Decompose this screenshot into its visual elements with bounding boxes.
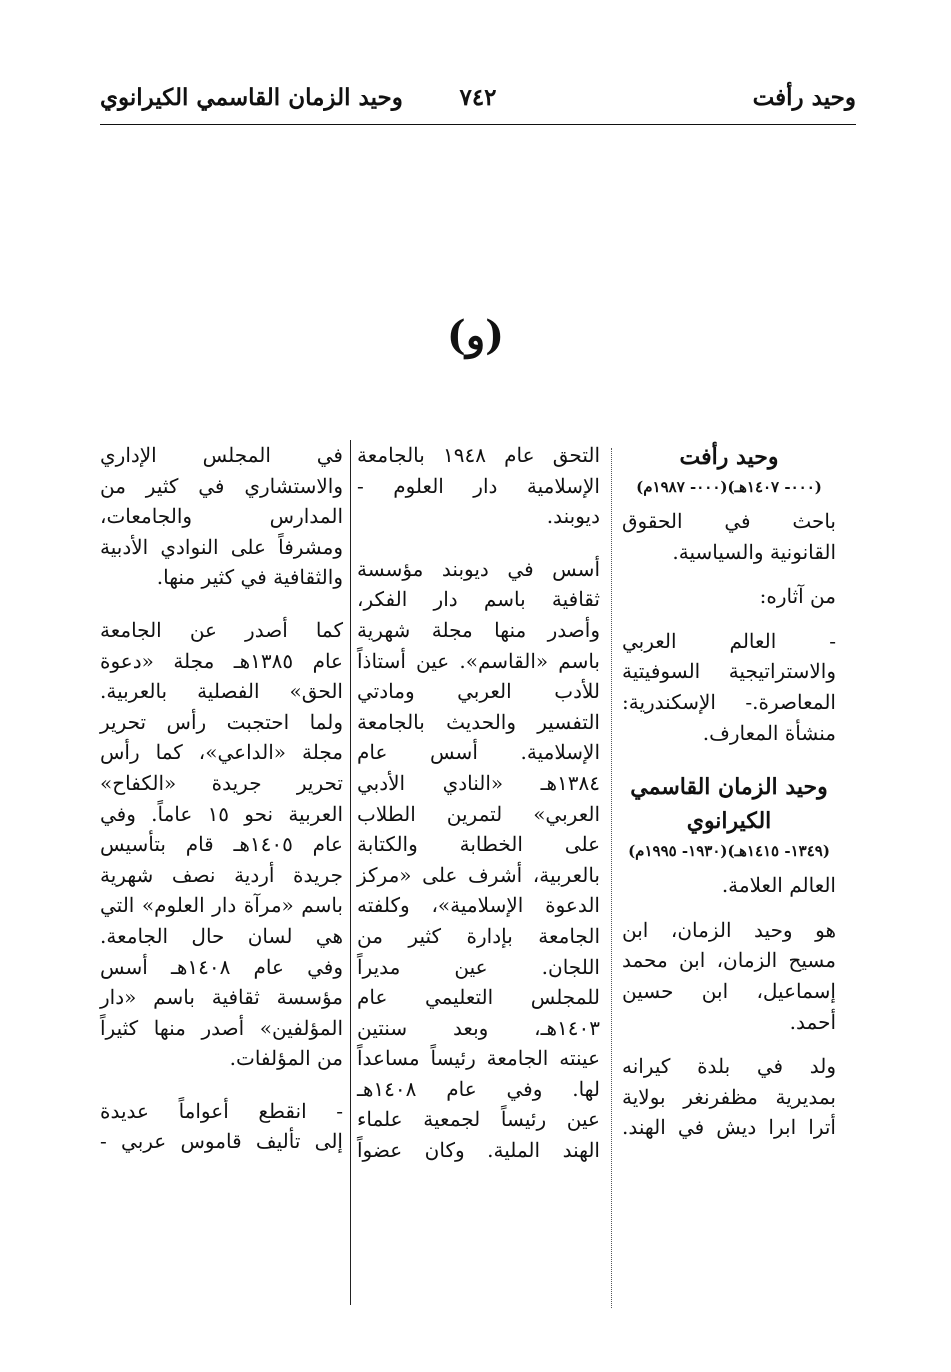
text-line: عينته الجامعة رئيساً مساعداً xyxy=(357,1046,600,1071)
text-line: التحق عام ١٩٤٨ بالجامعة xyxy=(357,443,600,467)
text-line: جريدة أردية نصف شهرية xyxy=(100,862,343,887)
text-line: باسم «القاسم». عين أستاذاً xyxy=(357,648,600,673)
text-line: الإسلامية دار العلوم - xyxy=(357,473,600,498)
text-line: مسيح الزمان، ابن محمد xyxy=(622,948,836,973)
text-line: أترا ابرا ديش في الهند. xyxy=(622,1115,836,1140)
entry-title: وحيد الزمان القاسمي xyxy=(630,774,828,801)
header-rule xyxy=(100,124,856,125)
text-line: ثقافية باسم دار الفكر، xyxy=(357,587,600,612)
works-label: من آثاره: xyxy=(759,584,836,609)
text-line: العربي» لتمرين الطلاب xyxy=(357,801,600,826)
text-line: بمديرية مظفرنغر بولاية xyxy=(622,1084,836,1109)
text-line: والاستراتيجية السوفيتية xyxy=(622,659,836,684)
entry-dates: (٠٠٠- ١٤٠٧هـ)(٠٠٠- ١٩٨٧م) xyxy=(636,478,822,496)
text-line: اللجان. عين مديراً xyxy=(357,954,600,979)
header-first-entry: وحيد رأفت xyxy=(752,84,856,111)
text-line: عام ١٤٠٥هـ قام بتأسيس xyxy=(100,832,343,857)
text-line: للأدب العربي ومادتي xyxy=(357,679,600,704)
text-line: الجامعة بإدارة كثير من xyxy=(357,923,600,948)
text-line: تحرير جريدة «الكفاح» xyxy=(100,770,343,795)
text-line: القانونية والسياسية. xyxy=(672,539,836,564)
entry-title: وحيد رأفت xyxy=(679,444,779,470)
text-line: إلى تأليف قاموس عربي - xyxy=(100,1129,343,1154)
page-number: ٧٤٢ xyxy=(459,84,497,111)
column-middle xyxy=(357,440,600,1166)
text-line: - العالم العربي xyxy=(622,628,836,653)
text-line: وأصدر منها مجلة شهرية xyxy=(357,617,600,642)
text-line: باحث في الحقوق xyxy=(622,509,836,533)
text-line: في المجلس الإداري xyxy=(100,443,343,467)
text-line: من المؤلفات. xyxy=(229,1046,343,1071)
text-line: التفسير والحديث بالجامعة xyxy=(357,709,600,734)
column-divider-left xyxy=(350,440,351,1305)
text-line: أحمد. xyxy=(789,1009,836,1034)
text-line: الدعوة الإسلامية»، وكلفته xyxy=(357,893,600,918)
text-line: مؤسسة ثقافية باسم «دار xyxy=(100,985,343,1010)
text-line: على الخطابة والكتابة xyxy=(357,832,600,857)
running-head xyxy=(100,78,856,122)
text-line: ديوبند. xyxy=(546,504,600,529)
text-line: عام ١٣٨٥هـ مجلة «دعوة xyxy=(100,648,343,673)
text-line: ١٣٨٤هـ «النادي الأدبي xyxy=(357,770,600,795)
text-line: المعاصرة.- الإسكندرية: xyxy=(622,689,836,714)
text-line: وفي عام ١٤٠٨هـ أسس xyxy=(100,954,343,979)
text-line: ولد في بلدة كيرانه xyxy=(622,1054,836,1079)
entry-role: العالم العلامة. xyxy=(721,873,836,898)
text-line: ١٤٠٣هـ، وبعد سنتين xyxy=(357,1015,600,1040)
text-line: الحق» الفصلية بالعربية. xyxy=(100,679,343,704)
text-line: بالعربية، أشرف على «مركز xyxy=(357,862,600,887)
text-line: العربية نحو ١٥ عاماً. وفي xyxy=(100,801,343,826)
entry-dates: (١٣٤٩- ١٤١٥هـ)(١٩٣٠- ١٩٩٥م) xyxy=(628,842,830,861)
text-line: ولما احتجبت رأس تحرير xyxy=(100,709,343,734)
text-line: المؤلفين» أصدر منها كثيراً xyxy=(100,1015,343,1040)
text-line: ومشرفاً على النوادي الأدبية xyxy=(100,534,343,559)
text-line: والاستشاري في كثير من xyxy=(100,473,343,498)
text-line: مجلة «الداعي»، كما رأس xyxy=(100,740,343,765)
text-line: - انقطع أعواماً عديدة xyxy=(100,1098,343,1123)
text-line: المدارس والجامعات، xyxy=(100,504,343,529)
text-line: باسم «مرآة دار العلوم» التي xyxy=(100,893,343,918)
column-divider-right xyxy=(611,448,612,1308)
text-line: عين رئيساً لجمعية علماء xyxy=(357,1107,600,1132)
text-line: لها. وفي عام ١٤٠٨هـ xyxy=(357,1076,600,1101)
column-left xyxy=(100,440,343,1157)
text-line: إسماعيل، ابن حسين xyxy=(622,978,836,1003)
entry-title: الكيرانوي xyxy=(686,808,772,835)
text-line: هي لسان حال الجامعة. xyxy=(100,923,343,948)
text-line: هو وحيد الزمان، ابن xyxy=(622,917,836,942)
text-line: منشأة المعارف. xyxy=(702,720,836,745)
section-letter: (و) xyxy=(446,312,505,359)
text-line: والثقافية في كثير منها. xyxy=(156,565,343,590)
column-right xyxy=(622,440,836,1143)
header-last-entry: وحيد الزمان القاسمي الكيرانوي xyxy=(100,84,403,111)
text-line: الإسلامية. أسس عام xyxy=(357,740,600,765)
text-line: أسس في ديوبند مؤسسة xyxy=(357,556,600,581)
text-line: الهند الملية. وكان عضواً xyxy=(357,1138,600,1163)
text-line: كما أصدر عن الجامعة xyxy=(100,617,343,642)
text-line: للمجلس التعليمي عام xyxy=(357,985,600,1010)
